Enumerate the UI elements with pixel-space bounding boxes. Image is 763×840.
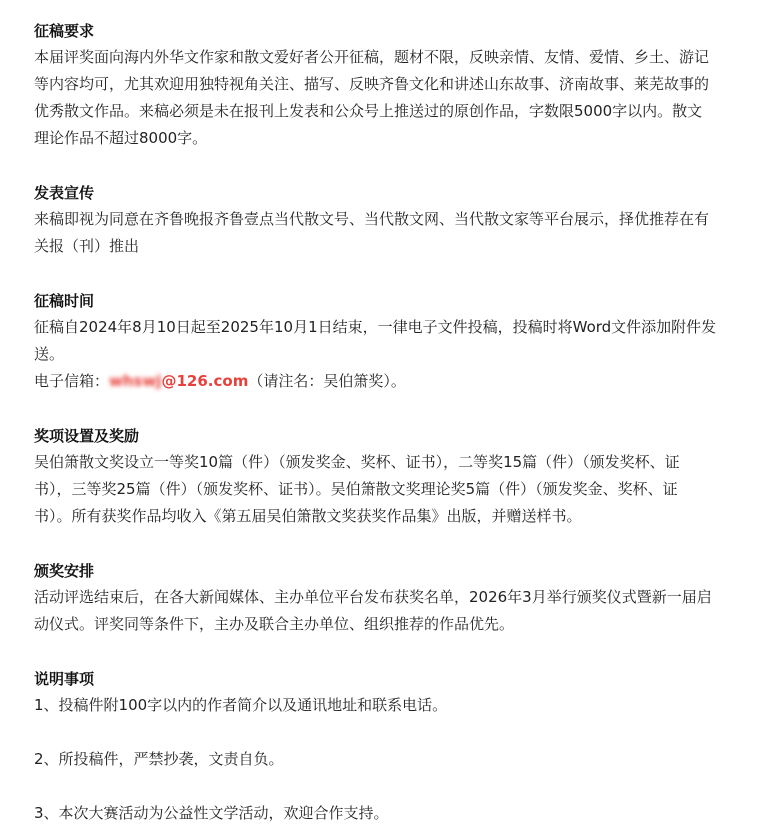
text-line: 书），三等奖25篇（件）（颁发奖杯、证书）。吴伯箫散文奖理论奖5篇（件）（颁发奖金、奖杯、证 — [34, 480, 678, 498]
paragraph — [34, 449, 746, 530]
text-line: 等内容均可，尤其欢迎用独特视角关注、描写、反映齐鲁文化和讲述山东故事、济南故事、莱芜故事的 — [34, 75, 710, 93]
email-note: （请注名：吴伯箫奖）。 — [248, 372, 406, 390]
section-submission-time — [34, 288, 746, 395]
spacer — [34, 773, 746, 800]
section-ceremony — [34, 558, 746, 638]
text-line: 活动评选结束后，在各大新闻媒体、主办单位平台发布获奖名单，2026年3月举行颁奖仪式暨新一届启 — [34, 588, 712, 606]
paragraph — [34, 314, 746, 395]
spacer — [34, 260, 746, 288]
section-title: 发表宣传 — [34, 184, 95, 202]
email-redacted: whswj — [109, 372, 162, 390]
text-line: 关报（刊）推出 — [34, 237, 140, 255]
text-line: 书）。所有获奖作品均收入《第五届吴伯箫散文奖获奖作品集》出版，并赠送样书。 — [34, 507, 582, 525]
text-line: 征稿自2024年8月10日起至2025年10月1日结束，一律电子文件投稿，投稿时将Word文件添加附件发 — [34, 318, 717, 336]
paragraph — [34, 206, 746, 260]
section-title: 征稿时间 — [34, 292, 95, 310]
section-notes — [34, 666, 746, 827]
text-line: 优秀散文作品。来稿必须是未在报刊上发表和公众号上推送过的原创作品，字数限5000字以内。散文 — [34, 102, 703, 120]
spacer — [34, 530, 746, 558]
spacer — [34, 152, 746, 180]
section-title: 说明事项 — [34, 670, 95, 688]
note-item: 1、投稿件附100字以内的作者简介以及通讯地址和联系电话。 — [34, 696, 448, 714]
text-line: 本届评奖面向海内外华文作家和散文爱好者公开征稿，题材不限，反映亲情、友情、爱情、乡土、游记 — [34, 48, 710, 66]
email-link[interactable] — [109, 372, 248, 390]
email-domain: @126.com — [161, 372, 249, 390]
paragraph — [34, 44, 746, 152]
text-line: 吴伯箫散文奖设立一等奖10篇（件）（颁发奖金、奖杯、证书），二等奖15篇（件）（颁发奖杯、证 — [34, 453, 680, 471]
text-line: 动仪式。评奖同等条件下，主办及联合主办单位、组织推荐的作品优先。 — [34, 615, 515, 633]
text-line: 来稿即视为同意在齐鲁晚报齐鲁壹点当代散文号、当代散文网、当代散文家等平台展示，择优推荐在有 — [34, 210, 710, 228]
article-body — [34, 18, 746, 827]
note-item: 3、本次大赛活动为公益性文学活动，欢迎合作支持。 — [34, 804, 389, 822]
section-publicity — [34, 180, 746, 260]
text-line: 送。 — [34, 345, 65, 363]
email-label: 电子信箱： — [34, 372, 110, 390]
spacer — [34, 395, 746, 423]
section-title: 颁奖安排 — [34, 562, 95, 580]
paragraph — [34, 584, 746, 638]
section-title: 奖项设置及奖励 — [34, 427, 140, 445]
section-title: 征稿要求 — [34, 22, 95, 40]
spacer — [34, 719, 746, 746]
note-item: 2、所投稿件，严禁抄袭，文责自负。 — [34, 750, 284, 768]
section-awards — [34, 423, 746, 530]
section-requirements — [34, 18, 746, 152]
spacer — [34, 638, 746, 666]
text-line: 理论作品不超过8000字。 — [34, 129, 208, 147]
email-line — [34, 368, 746, 395]
